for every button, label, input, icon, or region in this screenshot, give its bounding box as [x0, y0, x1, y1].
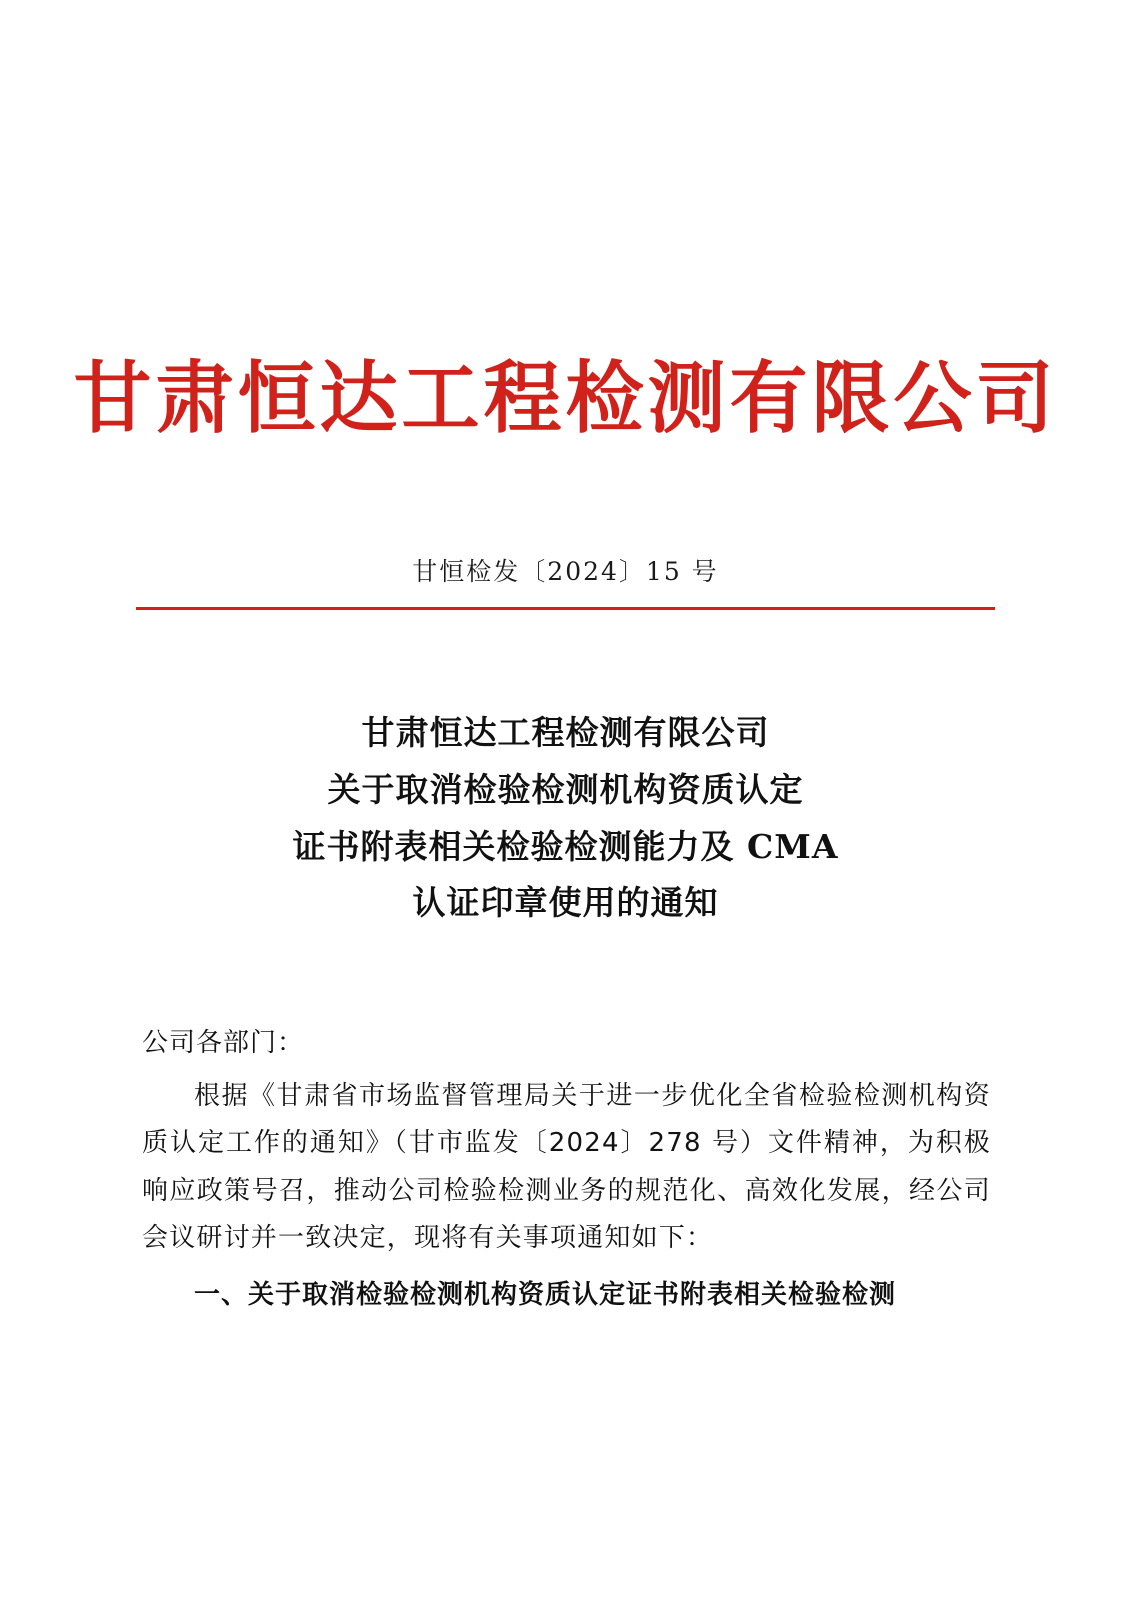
title-line: 证书附表相关检验检测能力及 CMA	[292, 826, 839, 866]
red-divider-rule	[136, 607, 995, 610]
document-title	[150, 705, 981, 932]
letterhead	[0, 355, 1131, 442]
title-line: 认证印章使用的通知	[412, 883, 719, 923]
title-line: 甘肃恒达工程检测有限公司	[361, 713, 770, 752]
title-line: 关于取消检验检测机构资质认定	[327, 769, 804, 809]
company-name-heading: 甘肃恒达工程检测有限公司	[73, 353, 1058, 444]
body-paragraph: 根据《甘肃省市场监督管理局关于进一步优化全省检验检测机构资质认定工作的通知》（甘市监发〔2024〕278 号）文件精神，为积极响应政策号召，推动公司检验检测业务的规范化、高效化发展，经公司会议研讨并一致决定，现将有关事项通知如下：	[142, 1081, 991, 1253]
document-body	[142, 1022, 991, 1320]
document-number: 甘恒检发〔2024〕15 号	[412, 557, 719, 586]
numbered-item-heading: 一、关于取消检验检测机构资质认定证书附表相关检验检测	[194, 1280, 897, 1311]
salutation: 公司各部门：	[142, 1028, 305, 1058]
